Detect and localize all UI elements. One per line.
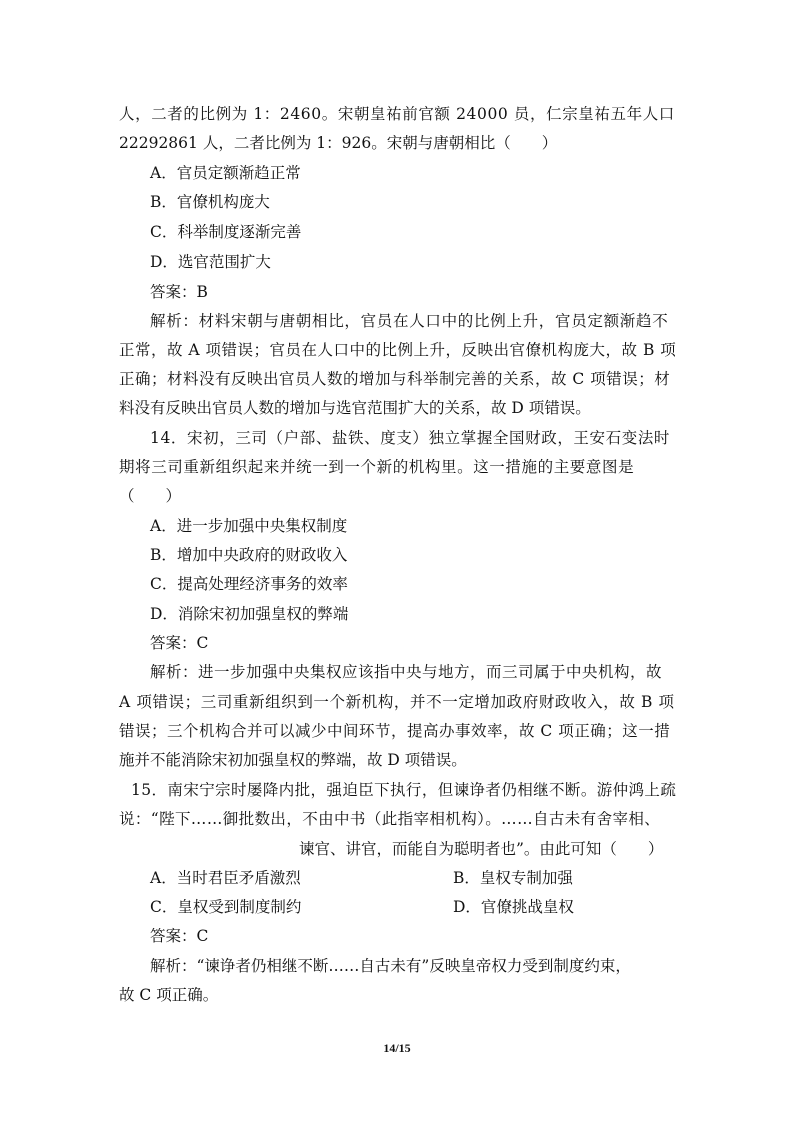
analysis-line: 错误；三个机构合并可以减少中间环节，提高办事效率，故 C 项正确；这一措 — [119, 722, 671, 740]
analysis-line: 解析：进一步加强中央集权应该指中央与地方，而三司属于中央机构，故 — [150, 663, 663, 681]
answer-line: 答案：C — [150, 927, 209, 945]
question-line: 15．南宋宁宗时屡降内批，强迫臣下执行，但谏诤者仍相继不断。游仲鸿上疏 — [131, 781, 677, 799]
analysis-line: A 项错误；三司重新组织到一个新机构，并不一定增加政府财政收入，故 B 项 — [119, 693, 675, 711]
option-line: C．提高处理经济事务的效率 — [150, 575, 348, 593]
question-line: 说：“陛下……御批数出，不由中书（此指宰相机构）。……自古未有舍宰相、 — [119, 810, 661, 828]
answer-line: 答案：B — [150, 283, 208, 301]
option-line: A．当时君臣矛盾激烈 — [150, 869, 301, 887]
analysis-line: 解析：“谏诤者仍相继不断……自古未有”反映皇帝权力受到制度约束， — [150, 957, 631, 975]
option-line: A．进一步加强中央集权制度 — [150, 517, 348, 535]
analysis-line: 解析：材料宋朝与唐朝相比，官员在人口中的比例上升，官员定额渐趋不 — [150, 312, 669, 330]
question-line: 期将三司重新组织起来并统一到一个新的机构里。这一措施的主要意图是 — [119, 458, 635, 476]
option-line: C．科举制度逐渐完善 — [150, 223, 302, 241]
option-line: B．官僚机构庞大 — [150, 193, 270, 211]
option-line: B．皇权专制加强 — [453, 869, 573, 887]
option-line: C．皇权受到制度制约 — [150, 898, 302, 916]
question-line: （ ） — [119, 487, 182, 505]
analysis-line: 料没有反映出官员人数的增加与选官范围扩大的关系，故 D 项错误。 — [119, 399, 591, 417]
question-line: 14．宋初，三司（户部、盐铁、度支）独立掌握全国财政，王安石变法时 — [150, 429, 671, 447]
page-number: 14/15 — [383, 1041, 411, 1055]
option-line: A．官员定额渐趋正常 — [150, 164, 301, 182]
answer-line: 答案：C — [150, 634, 209, 652]
text-line: 22292861 人，二者比例为 1：926。宋朝与唐朝相比（ ） — [119, 134, 558, 152]
option-line: D．消除宋初加强皇权的弊端 — [150, 605, 349, 623]
analysis-line: 正确；材料没有反映出官员人数的增加与科举制完善的关系，故 C 项错误；材 — [119, 370, 671, 388]
question-line: 谏官、讲官，而能自为聪明者也”。由此可知（ ） — [299, 840, 664, 858]
option-line: B．增加中央政府的财政收入 — [150, 546, 348, 564]
text-line: 人，二者的比例为 1：2460。宋朝皇祐前官额 24000 员，仁宗皇祐五年人口 — [119, 105, 675, 123]
analysis-line: 正常，故 A 项错误；官员在人口中的比例上升，反映出官僚机构庞大，故 B 项 — [119, 341, 677, 359]
analysis-line: 故 C 项正确。 — [119, 986, 219, 1004]
option-line: D．选官范围扩大 — [150, 253, 271, 271]
analysis-line: 施并不能消除宋初加强皇权的弊端，故 D 项错误。 — [119, 751, 467, 769]
option-line: D．官僚挑战皇权 — [453, 898, 574, 916]
